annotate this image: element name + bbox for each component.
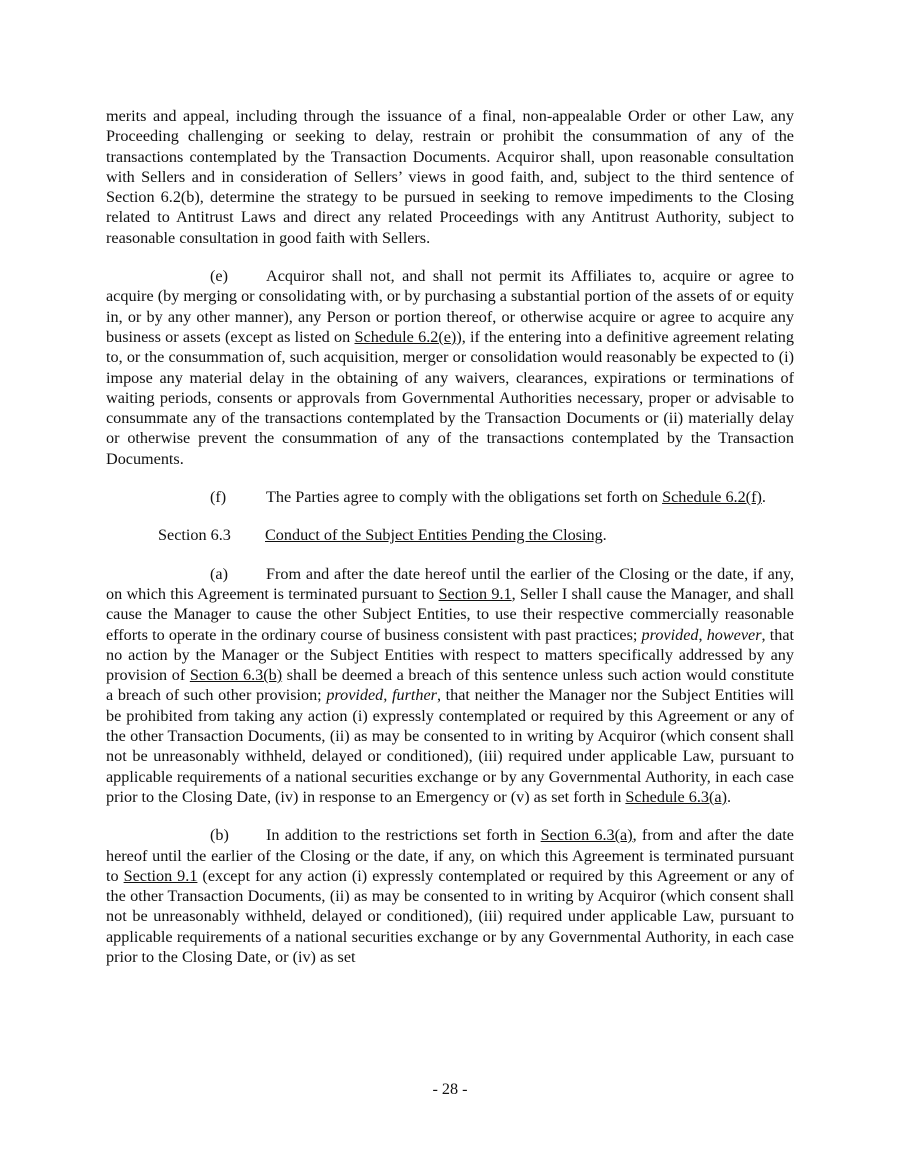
italic-term: provided	[641, 625, 699, 644]
paragraph-label: (e)	[210, 267, 228, 286]
section-title: Conduct of the Subject Entities Pending the Closing	[265, 526, 603, 545]
paragraph-label: (f)	[210, 488, 227, 507]
section-6-3b-link[interactable]: Section 6.3(b)	[189, 666, 283, 685]
paragraph-label: (a)	[210, 564, 228, 583]
page-number: - 28 -	[432, 1080, 468, 1098]
paragraph-e: (e) Acquiror shall not, and shall not permit its Affiliates to, acquire or agree to acquire (by merging or consolidating with, or by purchasing a substantial portion of the assets of or equity in, or by any other manner), any Person or portion thereof, or otherwise acquire or agree to acquire any business or assets (except as listed on Schedule 6.2(e)), if the entering into a definitive agreement relating to, or the consummation of, such acquisition, merger or consolidation would reasonably be expected to (i) impose any material delay in the obtaining of any waivers, clearances, expirations or terminations of waiting periods, consents or approvals from Governmental Authorities necessary, proper or advisable to consummate any of the transactions contemplated by the Transaction Documents or (ii) materially delay or otherwise prevent the consummation of any of the transactions contemplated by the Transaction Documents.	[106, 267, 794, 468]
paragraph-a: (a) From and after the date hereof until the earlier of the Closing or the date, if any, on which this Agreement is terminated pursuant to Section 9.1, Seller I shall cause the Manager, and shall cause the Manager to cause the other Subject Entities, to use their respective commercially reasonable efforts to operate in the ordinary course of business consistent with past practices; provided, however, that no action by the Manager or the Subject Entities with respect to matters specifically addressed by any provision of Section 6.3(b) shall be deemed a breach of this sentence unless such action would constitute a breach of such other provision; provided, further, that neither the Manager nor the Subject Entities will be prohibited from taking any action (i) expressly contemplated or required by this Agreement or any of the other Transaction Documents, (ii) as may be consented to in writing by Acquiror (which consent shall not be unreasonably withheld, delayed or conditioned), (iii) required under applicable Law, pursuant to applicable requirements of a national securities exchange or by any Governmental Authority, in each case prior to the Closing Date, (iv) in response to an Emergency or (v) as set forth in Schedule 6.3(a).	[106, 564, 795, 806]
section-9-1-link[interactable]: Section 9.1	[438, 584, 512, 603]
section-6-3a-link[interactable]: Section 6.3(a)	[540, 826, 633, 845]
document-body	[106, 106, 794, 985]
schedule-6-2f-link[interactable]: Schedule 6.2(f)	[662, 488, 762, 507]
section-number: Section 6.3	[158, 526, 231, 545]
paragraph-f: (f) The Parties agree to comply with the obligations set forth on Schedule 6.2(f).	[210, 488, 766, 507]
italic-term: however	[706, 625, 762, 644]
section-heading: Section 6.3 Conduct of the Subject Entities Pending the Closing.	[158, 526, 607, 545]
schedule-6-2e-link[interactable]: Schedule 6.2(e)	[354, 327, 457, 346]
continuation-paragraph: merits and appeal, including through the issuance of a final, non-appealable Order or other Law, any Proceeding challenging or seeking to delay, restrain or prohibit the consummation of any of the transactions contemplated by the Transaction Documents. Acquiror shall, upon reasonable consultation with Sellers and in consideration of Sellers’ views in good faith, and, subject to the third sentence of Section 6.2(b), determine the strategy to be pursued in seeking to remove impediments to the Closing related to Antitrust Laws and direct any related Proceedings with any Antitrust Authority, subject to reasonable consultation in good faith with Sellers.	[106, 107, 794, 247]
italic-term: provided, further	[326, 686, 437, 705]
paragraph-label: (b)	[210, 826, 229, 845]
section-9-1-link[interactable]: Section 9.1	[123, 866, 198, 885]
paragraph-b: (b) In addition to the restrictions set forth in Section 6.3(a), from and after the date hereof until the earlier of the Closing or the date, if any, on which this Agreement is terminated pursuant to Section 9.1 (except for any action (i) expressly contemplated or required by this Agreement or any of the other Transaction Documents, (ii) as may be consented to in writing by Acquiror (which consent shall not be unreasonably withheld, delayed or conditioned), (iii) required under applicable Law, pursuant to applicable requirements of a national securities exchange or by any Governmental Authority, in each case prior to the Closing Date, or (iv) as set	[106, 826, 795, 966]
schedule-6-3a-link[interactable]: Schedule 6.3(a)	[625, 787, 727, 806]
